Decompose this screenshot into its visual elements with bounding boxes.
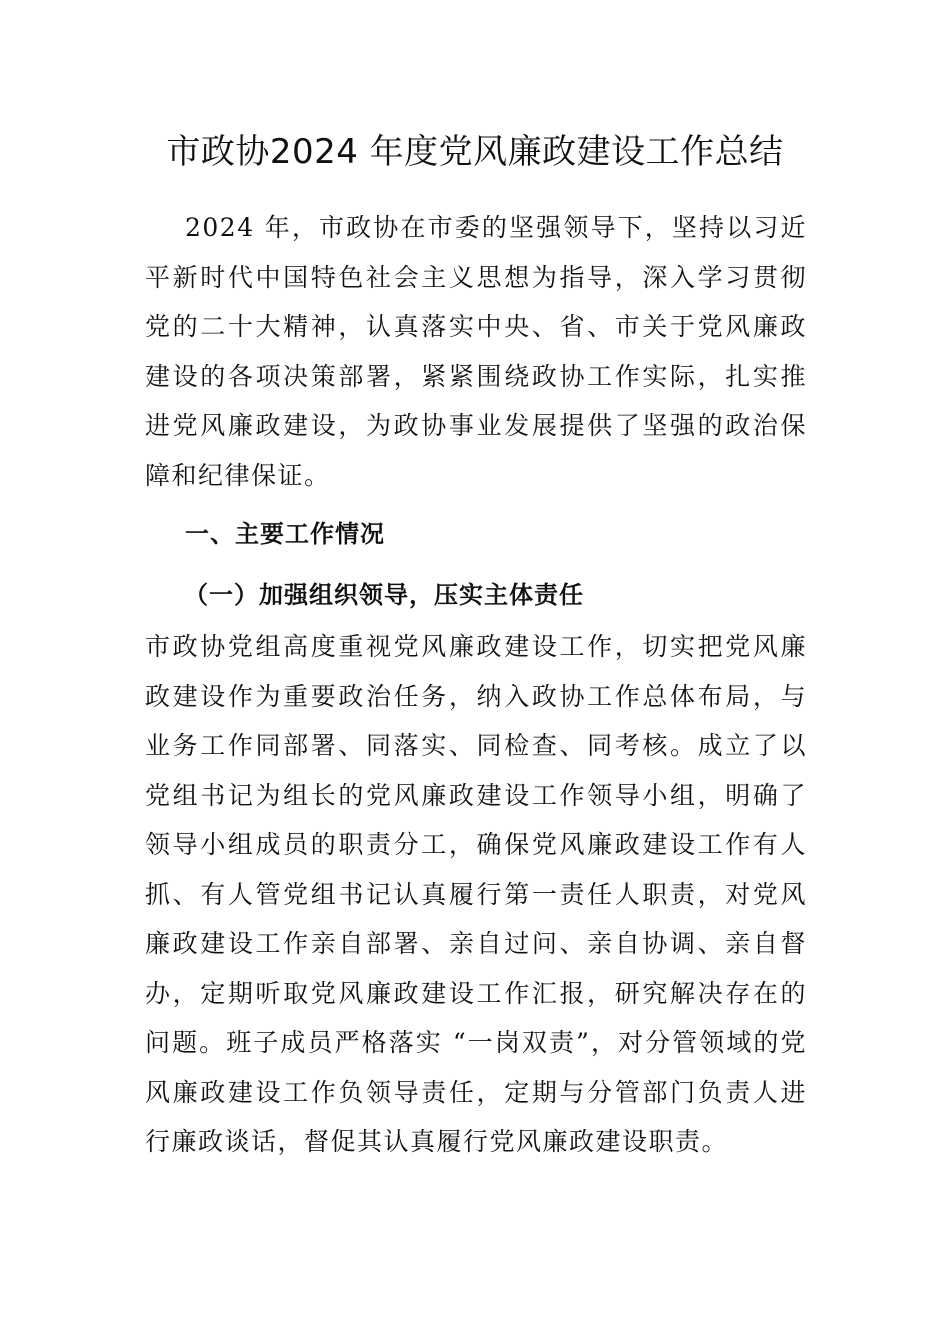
subsection-heading: （一）加强组织领导，压实主体责任: [184, 581, 584, 609]
body-paragraph: 市政协党组高度重视党风廉政建设工作，切实把党风廉政建设作为重要政治任务，纳入政协工作总体布局，与业务工作同部署、同落实、同检查、同考核。成立了以党组书记为组长的党风廉政建设工作领导小组，明确了领导小组成员的职责分工，确保党风廉政建设工作有人抓、有人管党组书记认真履行第一责任人职责，对党风廉政建设工作亲自部署、亲自过问、亲自协调、亲自督办，定期听取党风廉政建设工作汇报，研究解决存在的问题。班子成员严格落实 “一岗双责”，对分管领域的党风廉政建设工作负领导责任，定期与分管部门负责人进行廉政谈话，督促其认真履行党风廉政建设职责。: [145, 632, 807, 1156]
section-heading: 一、主要工作情况: [185, 520, 385, 548]
intro-paragraph: 2024 年，市政协在市委的坚强领导下，坚持以习近平新时代中国特色社会主义思想为指导，深入学习贯彻党的二十大精神，认真落实中央、省、市关于党风廉政建设的各项决策部署，紧紧围绕政协工作实际，扎实推进党风廉政建设，为政协事业发展提供了坚强的政治保障和纪律保证。: [145, 213, 807, 490]
document-title: 市政协2024 年度党风廉政建设工作总结: [166, 132, 784, 172]
